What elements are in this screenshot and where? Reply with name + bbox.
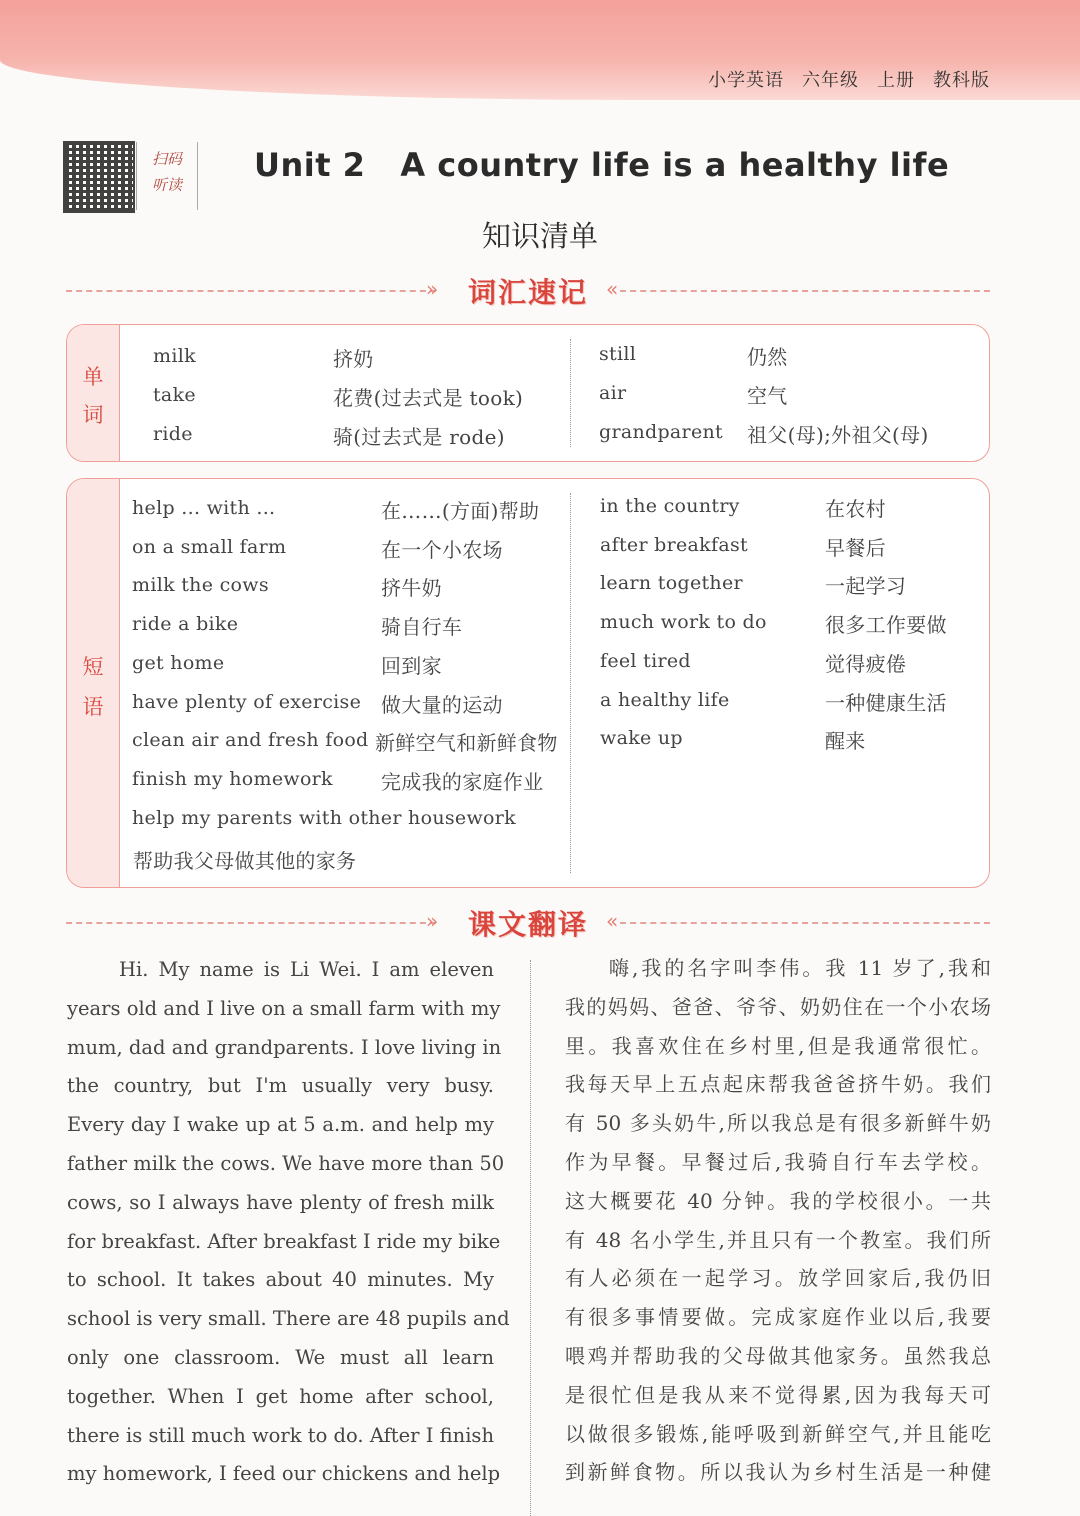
- series-grade: 六年级: [802, 70, 859, 91]
- text-line: the country, but I'm usually very busy.: [67, 1074, 494, 1098]
- side-char: 词: [82, 403, 104, 427]
- series-subject: 小学英语: [708, 70, 784, 91]
- text-line: 以做很多锻炼,能呼吸到新鲜空气,并且能吃: [565, 1421, 991, 1446]
- word-en: ride: [153, 423, 193, 445]
- column-divider: [530, 960, 531, 1516]
- scan-to-listen-label: [136, 142, 198, 210]
- text-line: 这大概要花 40 分钟。我的学校很小。一共: [565, 1188, 991, 1213]
- text-line: mum, dad and grandparents. I love living in: [67, 1035, 502, 1059]
- word-cn: 挤奶: [333, 347, 374, 371]
- series-edition: 教科版: [933, 70, 990, 91]
- word-cn: 空气: [747, 384, 788, 408]
- vocab-section-header: [66, 273, 990, 307]
- text-line: 有人必须在一起学习。放学回家后,我仍旧: [565, 1266, 991, 1291]
- word-en: milk: [153, 345, 196, 367]
- scan-label-line2: 听读: [151, 176, 182, 194]
- text-line: 有很多事情要做。完成家庭作业以后,我要: [565, 1305, 991, 1330]
- word-cn: 仍然: [747, 345, 788, 369]
- phrase-en: clean air and fresh food: [132, 729, 369, 752]
- phrase-en: finish my homework: [132, 767, 333, 790]
- word-cn: 骑(过去式是 rode): [333, 425, 505, 449]
- text-chinese: [565, 949, 991, 1492]
- side-char: 单: [82, 365, 104, 389]
- phrase-en: help my parents with other housework: [132, 807, 516, 829]
- word-en: still: [599, 343, 637, 365]
- phrase-en: get home: [132, 651, 225, 674]
- section-title: 词汇速记: [467, 276, 588, 309]
- phrase-en: learn together: [600, 572, 743, 595]
- scan-label-line1: 扫码: [151, 150, 182, 168]
- phrase-en: in the country: [600, 495, 740, 517]
- phrase-cn: 帮助我父母做其他的家务: [133, 849, 357, 873]
- phrase-cn: 一起学习: [825, 574, 907, 599]
- phrases-box: [66, 478, 990, 888]
- phrase-en: wake up: [600, 727, 683, 750]
- phrase-en: milk the cows: [132, 574, 269, 597]
- word-cn: 祖父(母);外祖父(母): [747, 423, 929, 447]
- phrase-cn: 回到家: [381, 653, 442, 678]
- text-line: 我的妈妈、爸爸、爷爷、奶奶住在一个小农场: [565, 994, 991, 1019]
- section-title: 课文翻译: [467, 908, 588, 941]
- phrase-cn: 很多工作要做: [825, 613, 947, 638]
- phrase-en: much work to do: [600, 611, 767, 634]
- text-line: 是很忙但是我从来不觉得累,因为我每天可: [565, 1382, 991, 1407]
- phrase-en: ride a bike: [132, 613, 239, 636]
- text-line: years old and I live on a small farm with my: [67, 996, 501, 1020]
- page-subtitle: 知识清单: [481, 219, 598, 253]
- text-line: 作为早餐。早餐过后,我骑自行车去学校。: [565, 1149, 991, 1174]
- phrases-side-label: [67, 479, 120, 887]
- translation-section-header: [66, 905, 990, 939]
- text-line: to school. It takes about 40 minutes. My: [67, 1268, 494, 1292]
- phrase-cn: 觉得疲倦: [825, 651, 907, 676]
- text-line: father milk the cows. We have more than 50: [67, 1151, 505, 1175]
- text-line: 里。我喜欢住在乡村里,但是我通常很忙。: [565, 1033, 991, 1058]
- phrase-cn: 在……(方面)帮助: [381, 499, 540, 523]
- phrase-cn: 醒来: [825, 729, 866, 754]
- phrase-cn: 新鲜空气和新鲜食物: [375, 731, 558, 756]
- phrase-en: feel tired: [600, 649, 691, 672]
- column-divider: [570, 493, 571, 873]
- phrase-cn: 完成我的家庭作业: [381, 769, 544, 794]
- arrow-right-icon: »: [426, 277, 439, 301]
- phrase-cn: 一种健康生活: [825, 690, 947, 715]
- phrase-cn: 早餐后: [825, 535, 886, 560]
- words-side-label: [67, 325, 120, 461]
- phrase-cn: 在农村: [825, 497, 886, 521]
- text-line: my homework, I feed our chickens and help: [67, 1462, 501, 1486]
- text-line: Every day I wake up at 5 a.m. and help my: [67, 1113, 494, 1137]
- word-cn: 花费(过去式是 took): [333, 386, 524, 410]
- side-char: 语: [82, 695, 104, 719]
- words-box: [66, 324, 990, 462]
- text-line: cows, so I always have plenty of fresh milk: [67, 1190, 494, 1214]
- arrow-left-icon: «: [606, 909, 619, 933]
- text-line: together. When I get home after school,: [67, 1384, 494, 1408]
- unit-title: Unit 2 A country life is a healthy life: [254, 146, 950, 184]
- phrase-en: on a small farm: [132, 535, 287, 558]
- text-line: Hi. My name is Li Wei. I am eleven: [119, 958, 494, 981]
- word-en: take: [153, 384, 196, 406]
- qr-code[interactable]: [63, 141, 135, 213]
- text-line: 喂鸡并帮助我的父母做其他家务。虽然我总: [565, 1343, 991, 1368]
- text-line: school is very small. There are 48 pupils and: [67, 1307, 510, 1331]
- word-en: grandparent: [599, 421, 723, 443]
- text-line: 有 48 名小学生,并且只有一个教室。我们所: [565, 1227, 991, 1252]
- text-line: 嗨,我的名字叫李伟。我 11 岁了,我和: [609, 956, 991, 980]
- text-line: only one classroom. We must all learn: [67, 1345, 494, 1369]
- text-english: [67, 951, 510, 1494]
- series-label: [690, 66, 990, 92]
- text-line: 有 50 多头奶牛,所以我总是有很多新鲜牛奶: [565, 1111, 991, 1136]
- side-char: 短: [82, 655, 104, 679]
- phrase-cn: 挤牛奶: [381, 576, 442, 601]
- text-line: 到新鲜食物。所以我认为乡村生活是一种健: [565, 1460, 991, 1485]
- phrase-en: after breakfast: [600, 533, 748, 556]
- phrase-en: have plenty of exercise: [132, 690, 362, 713]
- text-line: there is still much work to do. After I finish: [67, 1423, 494, 1447]
- text-line: 我每天早上五点起床帮我爸爸挤牛奶。我们: [565, 1072, 991, 1097]
- phrase-cn: 骑自行车: [381, 615, 463, 640]
- arrow-left-icon: «: [606, 277, 619, 301]
- phrase-cn: 在一个小农场: [381, 537, 503, 562]
- phrase-en: help ... with ...: [132, 497, 276, 519]
- phrase-cn: 做大量的运动: [381, 692, 503, 717]
- word-en: air: [599, 382, 627, 404]
- arrow-right-icon: »: [426, 909, 439, 933]
- text-line: for breakfast. After breakfast I ride my bike: [67, 1229, 501, 1253]
- phrase-en: a healthy life: [600, 688, 730, 711]
- column-divider: [570, 339, 571, 447]
- series-volume: 上册: [877, 70, 915, 91]
